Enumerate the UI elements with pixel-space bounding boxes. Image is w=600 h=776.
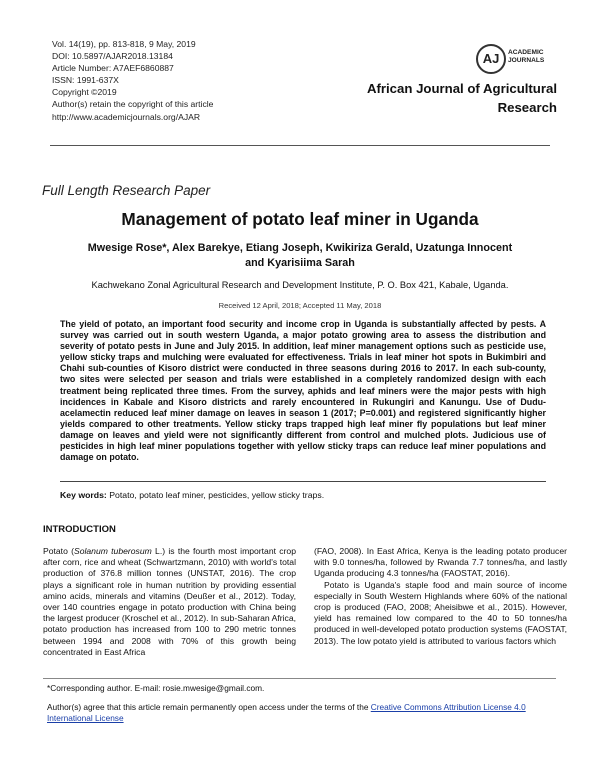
paper-type: Full Length Research Paper (42, 183, 211, 198)
body-column-left (43, 546, 296, 658)
text-run: Potato ( (43, 546, 74, 556)
header-divider (50, 145, 550, 146)
meta-copyright: Copyright ©2019 (52, 87, 117, 98)
meta-issn: ISSN: 1991-637X (52, 75, 119, 86)
author-list (60, 241, 540, 271)
license-text: Author(s) agree that this article remain permanently open access under the terms of the (47, 702, 371, 712)
article-title: Management of potato leaf miner in Uganda (121, 209, 479, 229)
text-run: L.) is the fourth most important crop after corn, rice and wheat (Schwartzmann, 2010) with world's total production of 376.8 million tonnes (UNSTAT, 2016). The crop plays a significant role in human nutrition by providing essential amino acids, minerals and vitamins (Deußer et al., 2012). Today, over 140 countries engage in potato production with China being the largest producer (Kroschel et al., 2012). In sub-Saharan Africa, potato production has increased from 100 to 290 metric tonnes between 1994 and 2008 with 70% of this growth being concentrated in East Africa (43, 546, 296, 657)
meta-doi: DOI: 10.5897/AJAR2018.13184 (52, 51, 173, 62)
keywords-list: Potato, potato leaf miner, pesticides, yellow sticky traps. (109, 490, 325, 500)
keywords-label: Key words: (60, 490, 107, 500)
section-heading-introduction: INTRODUCTION (43, 524, 116, 535)
footnote-divider (43, 678, 556, 679)
paragraph: Potato is Uganda's staple food and main source of income especially in South Western Highlands where 60% of the national crop is produced (FAO, 2008; Aheisibwe et al., 2015). However, yield has remained low compared to the 40 to 50 tonnes/ha produced in well-developed potato production systems (FAOSTAT, 2013). The low potato yield is attributed to various factors which (314, 579, 567, 646)
abstract-divider (60, 481, 546, 482)
meta-volume: Vol. 14(19), pp. 813-818, 9 May, 2019 (52, 39, 196, 49)
received-accepted-dates: Received 12 April, 2018; Accepted 11 May, 2018 (218, 301, 382, 310)
logo-text (508, 49, 544, 65)
article-metadata (52, 38, 213, 123)
logo-mark: AJ (476, 44, 506, 74)
academic-journals-logo (476, 44, 548, 78)
affiliation: Kachwekano Zonal Agricultural Research and Development Institute, P. O. Box 421, Kabale, Uganda. (91, 280, 509, 290)
license-link[interactable]: Creative Commons Attribution License 4.0 International License (47, 702, 526, 723)
species-name: Solanum tuberosum (73, 546, 152, 556)
authors-line2: and Kyarisiima Sarah (245, 257, 355, 269)
journal-title-line1: African Journal of Agricultural (366, 81, 557, 96)
meta-article-number: Article Number: A7AEF6860887 (52, 63, 174, 74)
license-notice (47, 702, 547, 724)
journal-title (317, 79, 557, 117)
meta-rights: Author(s) retain the copyright of this article (52, 99, 214, 110)
corresponding-author: *Corresponding author. E-mail: rosie.mwesige@gmail.com. (47, 683, 265, 693)
authors-line1: Mwesige Rose*, Alex Barekye, Etiang Joseph, Kwikiriza Gerald, Uzatunga Innocent (87, 242, 513, 254)
paragraph: (FAO, 2008). In East Africa, Kenya is the leading potato producer with 9.0 tonnes/ha, followed by Rwanda 7.7 tonnes/ha, and lastly Uganda producing 4.3 tonnes/ha (FAOSTAT, 2016). (314, 546, 567, 579)
paragraph (43, 546, 296, 658)
journal-title-line2: Research (497, 100, 557, 115)
logo-text-line1: ACADEMIC (508, 49, 544, 56)
keywords (60, 490, 324, 500)
body-column-right (314, 546, 567, 647)
logo-text-line2: JOURNALS (508, 57, 545, 64)
abstract: The yield of potato, an important food security and income crop in Uganda is substantially affected by pests. A survey was carried out in south western Uganda, a major potato growing area to assess the distribution and severity of potato pests in June and July 2015. In addition, leaf miner management options such as pesticide use, yellow sticky traps and mulching were evaluated for effectiveness. Trials in leaf miner hot spots in Bukimbiri and Chahi sub-counties of Kisoro district were conducted in three seasons during 2016 to 2017. In each sub-county, two sites were selected per season and trials were established in a completely randomized design with each treatment being replicated three times. From the survey, aphids and leaf miners were the major pests with high incidences in Kabale and Kisoro districts and rarely encountered in Rukungiri and Kanungu. Use of Dudu-acelamectin reduced leaf miner damage on leaves in season 1 (2017; P=0.001) and registered significantly higher yields compared to other treatments. Yellow sticky traps trapped high leaf miner fly populations but leaf miner damage on leaves and yield were not significantly different from control and mulched plots. Judicious use of pesticides in high leaf miner populations together with yellow sticky traps can reduce leaf miner populations and damage on potato. (60, 319, 546, 463)
meta-url[interactable]: http://www.academicjournals.org/AJAR (52, 111, 201, 122)
